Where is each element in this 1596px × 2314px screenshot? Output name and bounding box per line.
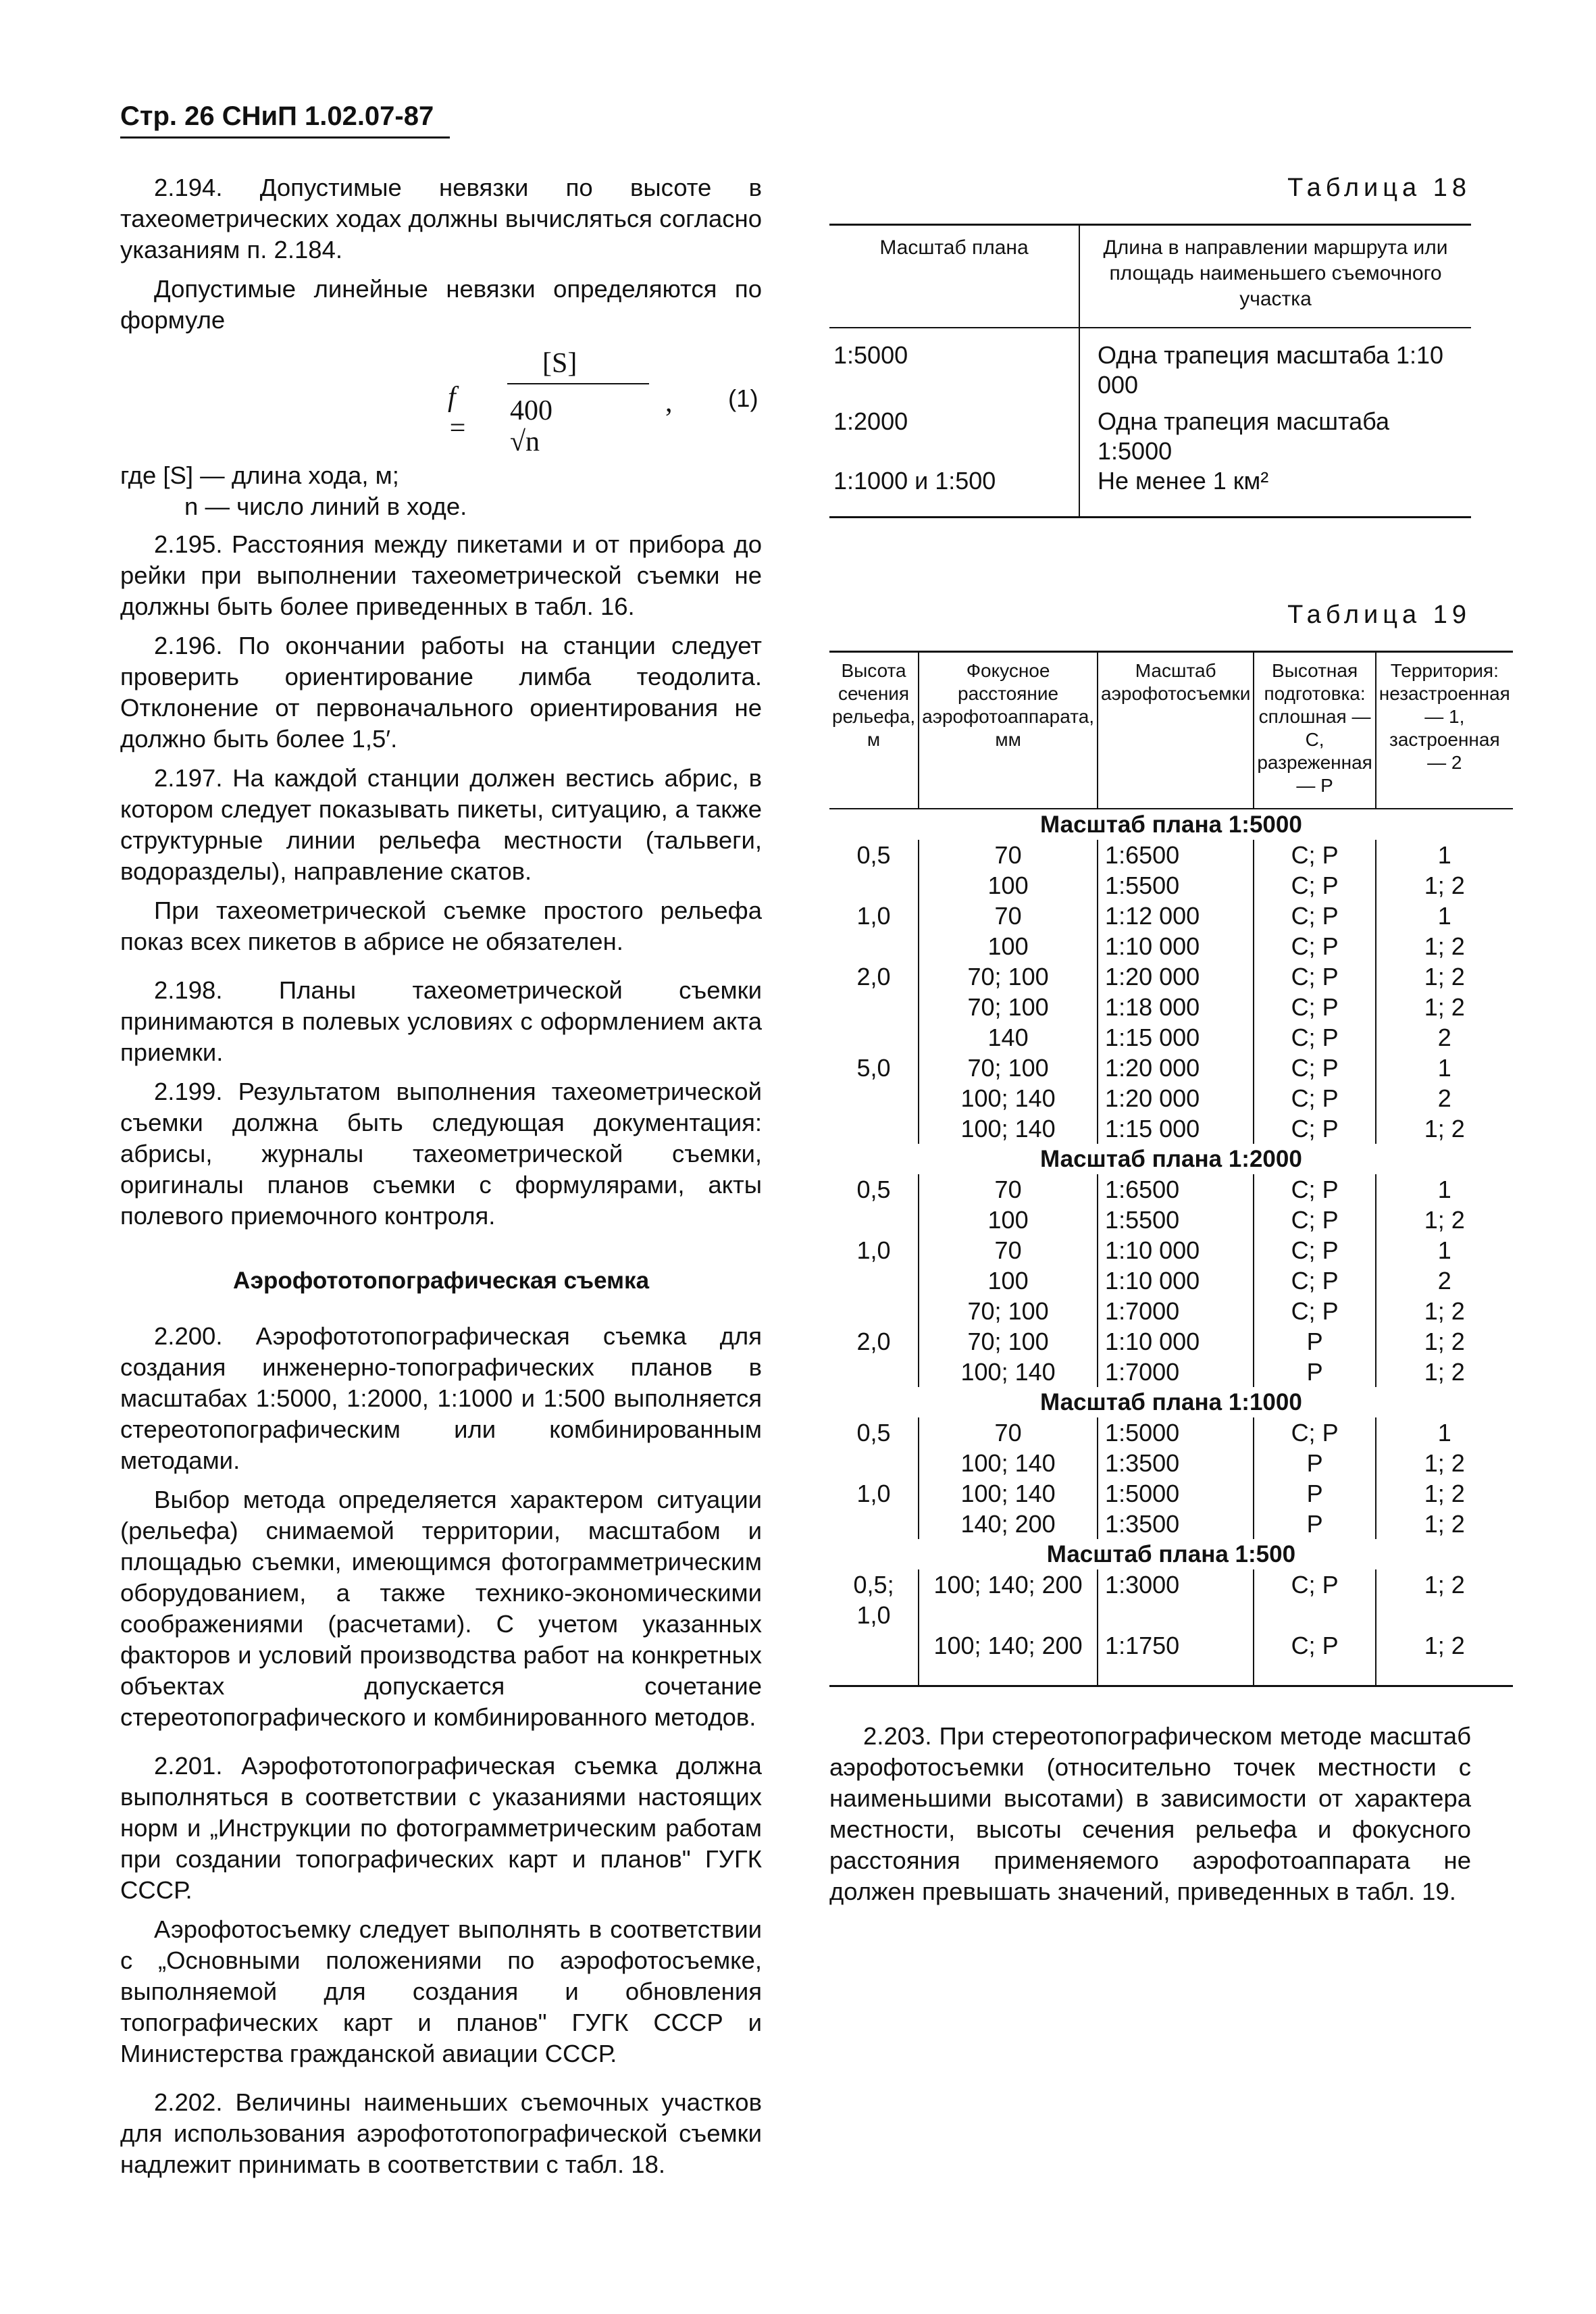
table-19-cell-scale: 1:3000 <box>1098 1569 1254 1630</box>
table-19-cell-height: 0,5 <box>856 841 891 869</box>
table-19-cell-territory: 1 <box>1376 1174 1513 1205</box>
table-19-cell-territory: 1; 2 <box>1376 1296 1513 1326</box>
table-19-cell-territory: 2 <box>1376 1265 1513 1296</box>
table-19-cell-control: Р <box>1254 1478 1375 1509</box>
table-19-cell-height: 2,0 <box>856 963 891 990</box>
formula-fraction-bar <box>507 383 649 384</box>
table-18-cell: Не менее 1 км² <box>1079 466 1471 496</box>
table-19-cell-control: С; Р <box>1254 1205 1375 1235</box>
formula-legend-n: n — число линий в ходе. <box>184 493 467 520</box>
paragraph-2-200: 2.200. Аэрофототопографическая съемка для создания инженерно-топографических планов в масштабах 1:5000, 1:2000, 1:1000 и 1:500 выполняется стереотопографическим или комбинированным методами. <box>120 1322 762 1474</box>
table-row <box>829 1022 1513 1053</box>
table-19-cell-height <box>829 1265 919 1296</box>
table-19-cell-territory: 1 <box>1376 840 1513 870</box>
table-19-cell-scale: 1:10 000 <box>1098 1265 1254 1296</box>
formula-denominator: 400 √n <box>510 395 552 457</box>
table-18-header-scale: Масштаб плана <box>829 225 1079 328</box>
table-19-cell-focal: 70; 100 <box>919 1296 1098 1326</box>
table-19-cell-focal: 100; 140 <box>919 1113 1098 1144</box>
table-19-cell-control: С; Р <box>1254 870 1375 901</box>
table-19-cell-scale: 1:15 000 <box>1098 1022 1254 1053</box>
table-19-cell-scale: 1:5500 <box>1098 1205 1254 1235</box>
table-19-cell-focal: 70 <box>919 1417 1098 1448</box>
table-19-cell-focal: 100; 140; 200 <box>919 1630 1098 1661</box>
formula-numerator: [S] <box>542 348 577 379</box>
table-19-cell-height: 1,0 <box>856 902 891 930</box>
table-19-cell-height <box>829 1083 919 1113</box>
table-19-cell-control: С; Р <box>1254 1417 1375 1448</box>
table-19-cell-territory: 2 <box>1376 1083 1513 1113</box>
table-19-cell-control: С; Р <box>1254 1235 1375 1265</box>
table-row <box>829 992 1513 1022</box>
table-row <box>829 1083 1513 1113</box>
table-19-cell-territory: 2 <box>1376 1022 1513 1053</box>
table-19-cell-height <box>829 931 919 961</box>
table-19-cell-territory: 1; 2 <box>1376 1569 1513 1630</box>
formula-legend-s: где [S] — длина хода, м; <box>120 461 399 489</box>
header-rule <box>120 136 450 139</box>
table-19-cell-territory: 1; 2 <box>1376 1113 1513 1144</box>
table-19-cell-focal: 70 <box>919 840 1098 870</box>
table-19-cell-territory: 1 <box>1376 1053 1513 1083</box>
table-19-cell-territory: 1; 2 <box>1376 1478 1513 1509</box>
table-18 <box>829 224 1471 518</box>
table-19-cell-scale: 1:5000 <box>1098 1478 1254 1509</box>
table-19-cell-territory: 1 <box>1376 1417 1513 1448</box>
table-19-cell-scale: 1:10 000 <box>1098 1326 1254 1357</box>
table-19-cell-height <box>829 1357 919 1387</box>
paragraph-2-202: 2.202. Величины наименьших съемочных участков для использования аэрофототопографической съемки надлежит принимать в соответствии с табл. 18. <box>120 2088 762 2178</box>
table-19-cell-control: С; Р <box>1254 961 1375 992</box>
table-19-cell-scale: 1:12 000 <box>1098 901 1254 931</box>
table-18-header-length: Длина в направлении маршрута или площадь наименьшего съемочного участка <box>1079 225 1471 328</box>
paragraph-2-200-method: Выбор метода определяется характером ситуации (рельефа) снимаемой территории, масштабом и площадью съемки, имеющимся фотограмметрическим оборудованием, а также технико-экономическими соображениями (расчетами). С учетом указанных факторов и условий производства работ на конкретных объектах допускается сочетание стереотопографического и комбинированного методов. <box>120 1486 762 1731</box>
table-19-cell-control: С; Р <box>1254 1113 1375 1144</box>
paragraph-2-194: 2.194. Допустимые невязки по высоте в тахеометрических ходах должны вычисляться согласно указаниям п. 2.184. <box>120 174 762 263</box>
table-19-cell-focal: 140; 200 <box>919 1509 1098 1539</box>
table-19-cell-height <box>829 992 919 1022</box>
table-19-cell-control: С; Р <box>1254 992 1375 1022</box>
table-row <box>829 1478 1513 1509</box>
table-19-cell-height <box>829 1296 919 1326</box>
table-19-cell-scale: 1:3500 <box>1098 1509 1254 1539</box>
table-19-cell-height <box>829 1509 919 1539</box>
table-row <box>829 1113 1513 1144</box>
table-row <box>829 870 1513 901</box>
table-row <box>829 1630 1513 1661</box>
table-19-cell-height <box>829 1448 919 1478</box>
table-19-group-title <box>829 1539 1513 1569</box>
table-19-cell-control: С; Р <box>1254 1174 1375 1205</box>
page-header: Стр. 26 СНиП 1.02.07-87 <box>120 101 434 131</box>
table-19-header-focal: Фокусное расстояние аэрофотоаппарата, мм <box>919 652 1098 809</box>
table-19-cell-control: Р <box>1254 1357 1375 1387</box>
table-row <box>829 1417 1513 1448</box>
table-row <box>829 1205 1513 1235</box>
table-19-cell-focal: 100 <box>919 1205 1098 1235</box>
table-row <box>829 1509 1513 1539</box>
paragraph-2-201-aerial: Аэрофотосъемку следует выполнять в соответствии с „Основными положениями по аэрофотосъемке, выполняемой для создания и обновления топографических карт и планов" ГУГК СССР и Министерства гражданской авиации СССР. <box>120 1915 762 2067</box>
table-19-cell-height: 2,0 <box>856 1328 891 1355</box>
table-19-bottom-rule <box>829 1661 1513 1686</box>
formula-comma: , <box>665 387 673 418</box>
table-19-cell-scale: 1:20 000 <box>1098 961 1254 992</box>
table-18-cell: 1:2000 <box>833 407 908 435</box>
table-19-cell-focal: 100; 140; 200 <box>919 1569 1098 1630</box>
table-19-cell-scale: 1:5000 <box>1098 1417 1254 1448</box>
table-row <box>829 1174 1513 1205</box>
table-19-cell-scale: 1:5500 <box>1098 870 1254 901</box>
table-19-cell-territory: 1; 2 <box>1376 1448 1513 1478</box>
table-19-group-label: Масштаб плана 1:5000 <box>1040 811 1302 838</box>
table-19-group-label: Масштаб плана 1:2000 <box>1040 1146 1302 1172</box>
table-19-cell-height: 5,0 <box>856 1054 891 1082</box>
paragraph-2-197-note: При тахеометрической съемке простого рельефа показ всех пикетов в абрисе не обязателен. <box>120 897 762 955</box>
table-18-cell: Одна трапеция масштаба 1:10 000 <box>1079 341 1471 400</box>
table-19-cell-territory: 1 <box>1376 1235 1513 1265</box>
table-19-group-label: Масштаб плана 1:1000 <box>1040 1389 1302 1415</box>
paragraph-2-201: 2.201. Аэрофототопографическая съемка должна выполняться в соответствии с указаниями настоящих норм и „Инструкции по фотограмметрическим работам при создании топографических карт и планов" ГУГК СССР. <box>120 1752 762 1904</box>
table-19-cell-scale: 1:6500 <box>1098 840 1254 870</box>
table-18-cell: 1:1000 и 1:500 <box>833 467 996 495</box>
table-19-cell-control: С; Р <box>1254 1630 1375 1661</box>
table-19-group-title <box>829 1387 1513 1417</box>
table-19-cell-scale: 1:7000 <box>1098 1357 1254 1387</box>
table-19-cell-focal: 100 <box>919 870 1098 901</box>
table-row <box>829 466 1471 496</box>
table-19-cell-focal: 100; 140 <box>919 1448 1098 1478</box>
table-19-header-territory: Территория: незастроенная — 1, застроенная — 2 <box>1376 652 1513 809</box>
table-19-header-height: Высота сечения рельефа, м <box>832 660 916 750</box>
paragraph-2-199: 2.199. Результатом выполнения тахеометрической съемки должна быть следующая документация: абрисы, журналы тахеометрической съемки, оригиналы планов съемки с формулярами, акты полевого приемочного контроля. <box>120 1078 762 1230</box>
table-19-cell-control: С; Р <box>1254 931 1375 961</box>
table-row <box>829 1448 1513 1478</box>
table-19-cell-height <box>829 1113 919 1144</box>
table-19-cell-focal: 140 <box>919 1022 1098 1053</box>
table-19-cell-height <box>829 1630 919 1661</box>
table-19-cell-focal: 100; 140 <box>919 1357 1098 1387</box>
table-row <box>829 341 1471 400</box>
table-19-cell-focal: 70 <box>919 1235 1098 1265</box>
table-19-cell-control: С; Р <box>1254 1265 1375 1296</box>
table-19-cell-focal: 70 <box>919 901 1098 931</box>
table-19-cell-territory: 1; 2 <box>1376 1509 1513 1539</box>
table-18-cell: 1:5000 <box>833 341 908 369</box>
table-19-cell-focal: 70; 100 <box>919 1326 1098 1357</box>
table-row <box>829 1357 1513 1387</box>
table-19-cell-focal: 70; 100 <box>919 961 1098 992</box>
table-row <box>829 1296 1513 1326</box>
table-19-cell-control: Р <box>1254 1448 1375 1478</box>
table-19-cell-territory: 1; 2 <box>1376 870 1513 901</box>
formula-number: (1) <box>728 384 758 412</box>
paragraph-2-195: 2.195. Расстояния между пикетами и от прибора до рейки при выполнении тахеометрической съемки не должны быть более приведенных в табл. 16. <box>120 530 762 620</box>
table-18-cell: Одна трапеция масштаба 1:5000 <box>1079 407 1471 466</box>
table-19-cell-territory: 1 <box>1376 901 1513 931</box>
table-19-cell-focal: 100; 140 <box>919 1083 1098 1113</box>
formula-block <box>120 344 762 457</box>
table-19-cell-territory: 1; 2 <box>1376 961 1513 992</box>
table-19-cell-scale: 1:20 000 <box>1098 1053 1254 1083</box>
table-row <box>829 1569 1513 1630</box>
table-19-cell-height: 0,5 <box>856 1419 891 1447</box>
paragraph-2-203: 2.203. При стереотопографическом методе масштаб аэрофотосъемки (относительно точек местности с наименьшими высотами) в зависимости от характера местности, высоты сечения рельефа и фокусного расстояния применяемого аэрофотоаппарата не должен превышать значений, приведенных в табл. 19. <box>829 1722 1471 1905</box>
table-row <box>829 1326 1513 1357</box>
table-19-cell-territory: 1; 2 <box>1376 1205 1513 1235</box>
table-19-header-scale: Масштаб аэрофотосъемки <box>1098 652 1254 809</box>
table-19-cell-control: С; Р <box>1254 1022 1375 1053</box>
table-18-caption: Таблица 18 <box>1287 174 1471 202</box>
table-19-group-label: Масштаб плана 1:500 <box>1046 1541 1296 1567</box>
table-19-cell-focal: 70 <box>919 1174 1098 1205</box>
table-19-cell-scale: 1:6500 <box>1098 1174 1254 1205</box>
table-19-cell-scale: 1:18 000 <box>1098 992 1254 1022</box>
table-19-cell-control: С; Р <box>1254 1083 1375 1113</box>
table-19-cell-control: С; Р <box>1254 1296 1375 1326</box>
table-19-cell-height: 1,0 <box>856 1480 891 1507</box>
table-row <box>829 840 1513 870</box>
table-19-cell-control: С; Р <box>1254 901 1375 931</box>
table-19-cell-scale: 1:7000 <box>1098 1296 1254 1326</box>
table-row <box>829 931 1513 961</box>
table-row <box>829 901 1513 931</box>
table-19 <box>829 651 1513 1687</box>
paragraph-2-194-formula-intro: Допустимые линейные невязки определяются по формуле <box>120 275 762 334</box>
table-19-cell-scale: 1:20 000 <box>1098 1083 1254 1113</box>
table-19-cell-focal: 100 <box>919 1265 1098 1296</box>
table-19-cell-territory: 1; 2 <box>1376 1630 1513 1661</box>
table-19-cell-scale: 1:3500 <box>1098 1448 1254 1478</box>
table-row <box>829 1235 1513 1265</box>
table-19-cell-control: С; Р <box>1254 1053 1375 1083</box>
paragraph-2-198: 2.198. Планы тахеометрической съемки принимаются в полевых условиях с оформлением акта приемки. <box>120 976 762 1066</box>
table-19-caption: Таблица 19 <box>1287 601 1471 629</box>
formula-legend <box>120 460 762 522</box>
table-19-cell-scale: 1:1750 <box>1098 1630 1254 1661</box>
table-19-cell-scale: 1:10 000 <box>1098 1235 1254 1265</box>
paragraph-2-197: 2.197. На каждой станции должен вестись абрис, в котором следует показывать пикеты, ситуацию, а также структурные линии рельефа местности (тальвеги, водоразделы), направление скатов. <box>120 764 762 885</box>
table-19-cell-height <box>829 870 919 901</box>
table-19-group-title <box>829 1144 1513 1174</box>
left-column <box>120 172 762 2188</box>
table-19-cell-territory: 1; 2 <box>1376 992 1513 1022</box>
table-19-cell-height: 1,0 <box>856 1236 891 1264</box>
table-row <box>829 961 1513 992</box>
table-19-header-control: Высотная подготовка: сплошная — С, разреженная — Р <box>1254 652 1375 809</box>
right-column <box>829 172 1510 1932</box>
table-19-cell-scale: 1:15 000 <box>1098 1113 1254 1144</box>
table-19-cell-focal: 70; 100 <box>919 992 1098 1022</box>
table-19-group-title <box>829 809 1513 840</box>
paragraph-2-196: 2.196. По окончании работы на станции следует проверить ориентирование лимба теодолита. Отклонение от первоначального ориентирования не должно быть более 1,5′. <box>120 632 762 753</box>
table-19-cell-height: 0,5 <box>856 1176 891 1203</box>
table-19-cell-height <box>829 1205 919 1235</box>
table-row <box>829 1265 1513 1296</box>
table-19-cell-territory: 1; 2 <box>1376 931 1513 961</box>
table-19-cell-control: Р <box>1254 1326 1375 1357</box>
table-19-cell-control: С; Р <box>1254 1569 1375 1630</box>
section-heading: Аэрофототопографическая съемка <box>232 1267 650 1294</box>
table-row <box>829 1053 1513 1083</box>
table-row <box>829 407 1471 466</box>
table-19-cell-territory: 1; 2 <box>1376 1357 1513 1387</box>
table-19-cell-height <box>829 1022 919 1053</box>
table-19-cell-control: С; Р <box>1254 840 1375 870</box>
table-19-cell-territory: 1; 2 <box>1376 1326 1513 1357</box>
table-19-cell-focal: 100 <box>919 931 1098 961</box>
table-19-cell-scale: 1:10 000 <box>1098 931 1254 961</box>
table-19-cell-focal: 70; 100 <box>919 1053 1098 1083</box>
formula-lhs: f = <box>448 382 467 444</box>
table-19-cell-control: Р <box>1254 1509 1375 1539</box>
table-19-cell-focal: 100; 140 <box>919 1478 1098 1509</box>
table-19-cell-height: 0,5; 1,0 <box>853 1571 894 1629</box>
